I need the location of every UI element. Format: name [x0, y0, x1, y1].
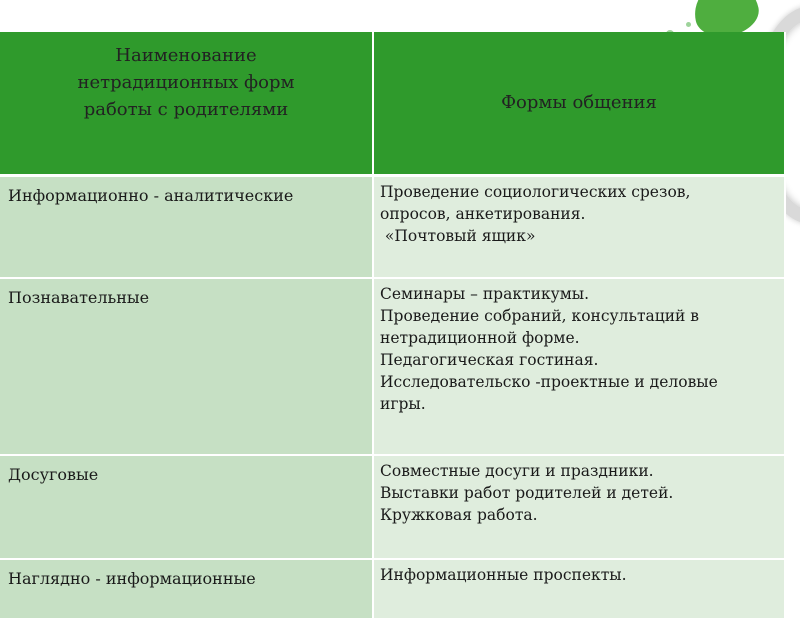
- communication-forms-cell: [374, 177, 786, 279]
- form-line: Исследовательско -проектные и деловые: [380, 373, 718, 391]
- header-cell-form-name: [0, 32, 374, 177]
- form-line: игры.: [380, 395, 426, 413]
- header-line: работы с родителями: [83, 99, 289, 120]
- header-line: Формы общения: [501, 92, 657, 113]
- communication-forms-cell: [374, 560, 786, 620]
- form-line: Выставки работ родителей и детей.: [380, 484, 674, 502]
- decorative-dot: [686, 22, 691, 27]
- table-header-row: [0, 32, 786, 177]
- forms-table: [0, 32, 786, 620]
- table-row: [0, 279, 786, 456]
- form-name-cell: Наглядно - информационные: [0, 560, 374, 620]
- form-line: опросов, анкетирования.: [380, 205, 586, 223]
- form-name-cell: Познавательные: [0, 279, 374, 456]
- table-row: [0, 456, 786, 560]
- form-line: Совместные досуги и праздники.: [380, 462, 654, 480]
- table-row: [0, 560, 786, 620]
- form-name-cell: Информационно - аналитические: [0, 177, 374, 279]
- form-line: Семинары – практикумы.: [380, 285, 590, 303]
- form-line: Педагогическая гостиная.: [380, 351, 599, 369]
- communication-forms-cell: [374, 279, 786, 456]
- form-line: Проведение собраний, консультаций в: [380, 307, 700, 325]
- communication-forms-cell: [374, 456, 786, 560]
- form-name-cell: Досуговые: [0, 456, 374, 560]
- form-line: Информационные проспекты.: [380, 566, 627, 584]
- header-line: нетрадиционных форм: [77, 72, 295, 93]
- form-line: нетрадиционной форме.: [380, 329, 580, 347]
- form-line: Проведение социологических срезов,: [380, 183, 691, 201]
- form-line: Кружковая работа.: [380, 506, 538, 524]
- header-cell-communication-forms: [374, 32, 786, 177]
- table-row: [0, 177, 786, 279]
- header-line: Наименование: [115, 45, 257, 66]
- form-line: «Почтовый ящик»: [380, 227, 536, 245]
